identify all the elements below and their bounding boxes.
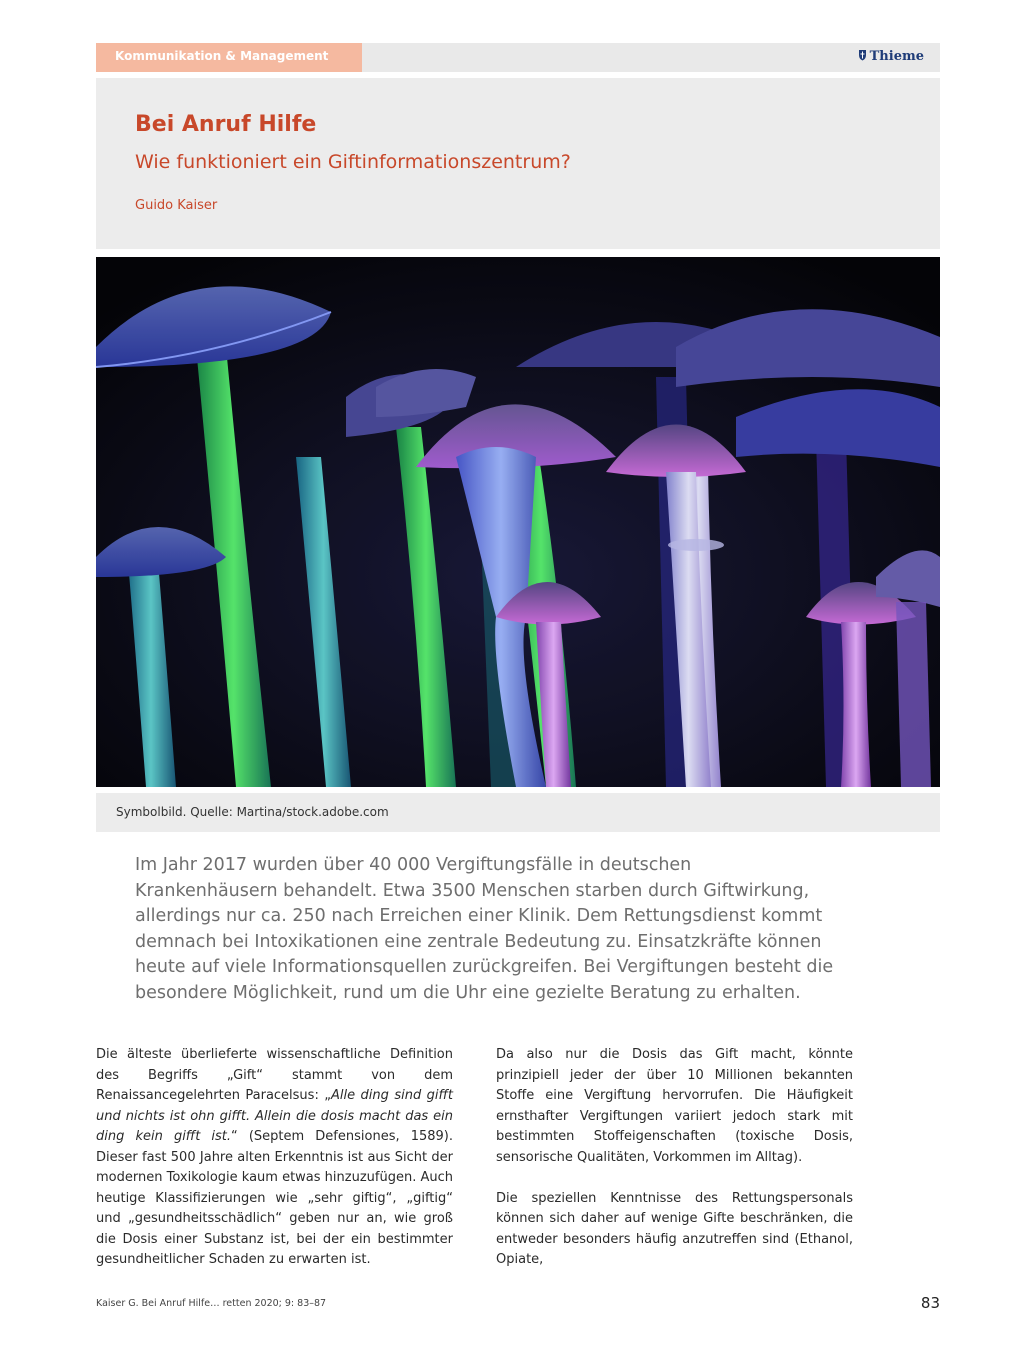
section-label: Kommunikation & Management	[96, 43, 362, 72]
body-paragraph: Die speziellen Kenntnisse des Rettungspersonals können sich daher auf wenige Gifte beschränken, die entweder besonders häufig anzutreffen sind (Ethanol, Opiate,	[496, 1190, 853, 1267]
body-paragraph: Da also nur die Dosis das Gift macht, könnte prinzipiell jeder der über 10 Millionen bekannten Stoffe eine Vergiftung hervorrufen. Die Häufigkeit ernsthafter Vergiftungen variiert jedoch stark mit bestimmten Stoffeigenschaften (toxische Dosis, sensorische Qualitäten, Vorkommen im Alltag).	[496, 1047, 853, 1165]
body-column-right	[496, 1045, 853, 1291]
thieme-logo-icon	[858, 49, 867, 61]
figure-caption: Symbolbild. Quelle: Martina/stock.adobe.com	[116, 805, 389, 819]
publisher-logo	[858, 49, 924, 64]
article-author: Guido Kaiser	[135, 198, 218, 213]
figure-caption-block	[96, 793, 940, 832]
article-title: Bei Anruf Hilfe	[135, 112, 317, 137]
body-paragraph	[96, 1045, 453, 1271]
body-text: Die älteste überlieferte wissenschaftliche Definition des Begriffs „Gift“ stammt von dem Renaissancegelehrten Paracelsus: „	[96, 1047, 453, 1103]
article-abstract: Im Jahr 2017 wurden über 40 000 Vergiftungsfälle in deutschen Krankenhäusern behandelt. Etwa 3500 Menschen starben durch Giftwirkung, allerdings nur ca. 250 nach Erreichen einer Klinik. Dem Rettungsdienst kommt demnach bei Intoxikationen eine zentrale Bedeutung zu. Einsatzkräfte können heute auf viele Informationsquellen zurückgreifen. Bei Vergiftungen besteht die besondere Möglichkeit, rund um die Uhr eine gezielte Beratung zu erhalten.	[135, 855, 834, 1003]
article-title-block	[96, 78, 940, 249]
journal-header-bar	[96, 43, 940, 72]
publisher-name: Thieme	[869, 49, 924, 64]
page-number: 83	[920, 1294, 940, 1312]
body-column-left	[96, 1045, 453, 1291]
article-subtitle: Wie funktioniert ein Giftinformationszentrum?	[135, 151, 571, 173]
mushroom-illustration	[96, 257, 940, 787]
paracelsus-quote: Alle ding sind gifft und nichts ist ohn gifft. Allein die dosis macht das ein ding kein gifft ist.	[96, 1088, 453, 1144]
body-text: “ (Septem Defensiones, 1589). Dieser fast 500 Jahre alten Erkenntnis ist aus Sicht der modernen Toxikologie kaum etwas hinzuzufügen. Auch heutige Klassifizierungen wie „sehr giftig“, „giftig“ und „gesundheitsschädlich“ geben nur an, wie groß die Dosis einer Substanz ist, bei der ein bestimmter gesundheitlicher Schaden zu erwarten ist.	[96, 1129, 453, 1267]
citation-footer: Kaiser G. Bei Anruf Hilfe… retten 2020; 9: 83–87	[96, 1298, 327, 1309]
hero-image-mushrooms	[96, 257, 940, 787]
